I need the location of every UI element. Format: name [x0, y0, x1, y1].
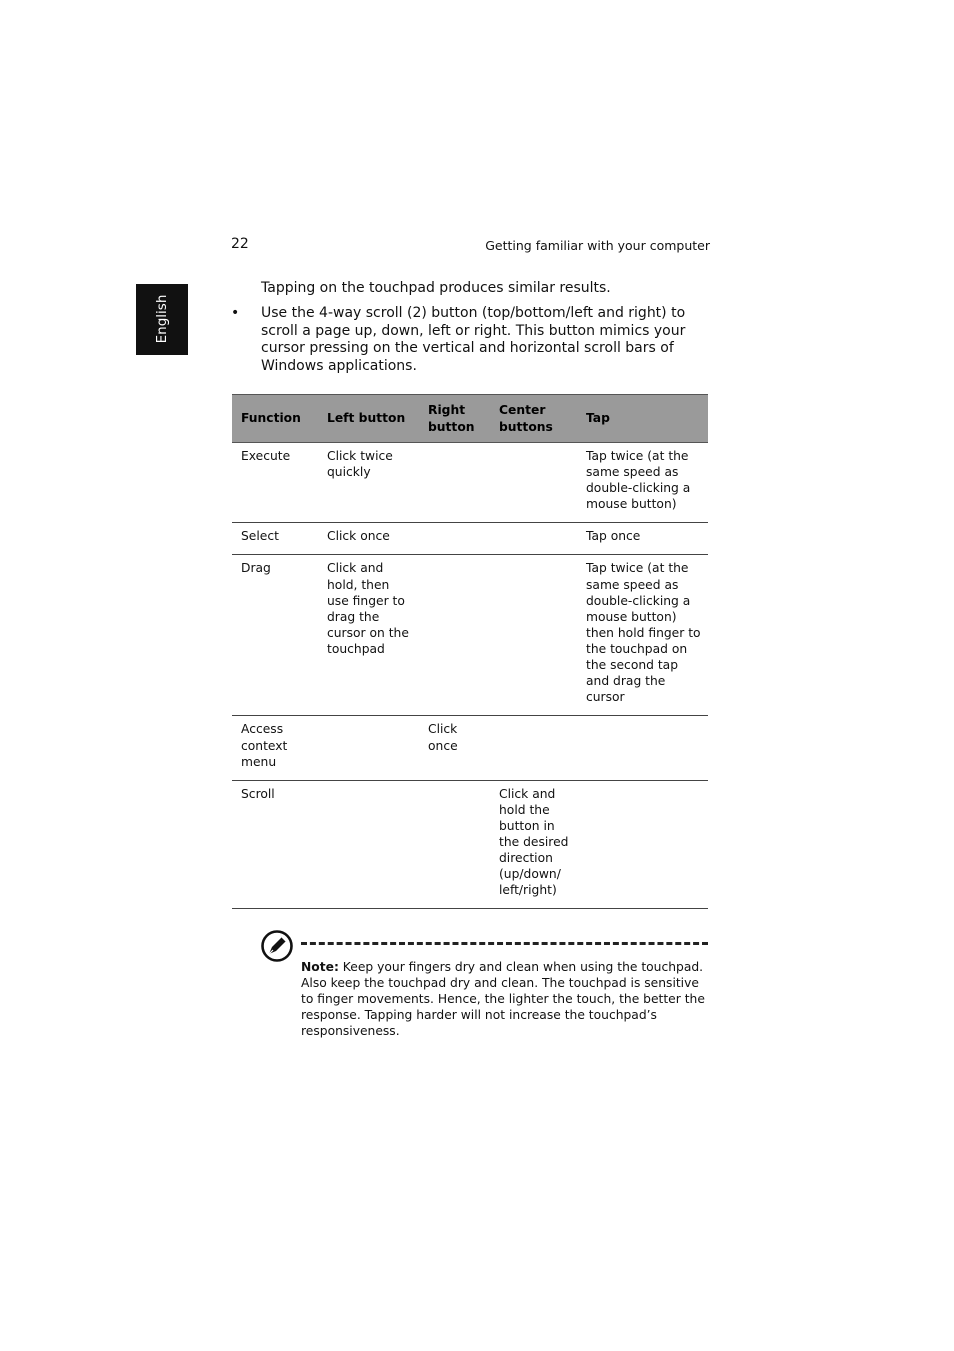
table-cell — [318, 780, 419, 909]
language-tab-label: English — [154, 294, 170, 344]
table-header-row — [232, 395, 708, 443]
language-tab — [136, 284, 188, 355]
table-row — [232, 780, 708, 909]
table-cell: Tap once — [577, 523, 708, 555]
note-divider — [301, 942, 708, 945]
bullet-marker: • — [231, 305, 240, 321]
table-cell: Select — [232, 523, 318, 555]
table-cell — [419, 443, 490, 523]
table-cell: Tap twice (at the same speed as double-clicking a mouse button) then hold finger to the touchpad on the second tap and drag the cursor — [577, 555, 708, 716]
table-cell: Click and hold the button in the desired direction (up/down/ left/right) — [490, 780, 577, 909]
intro-paragraph: Tapping on the touchpad produces similar results. — [261, 280, 611, 296]
table-cell: Click once — [419, 716, 490, 780]
table-cell: Access context menu — [232, 716, 318, 780]
table-cell: Scroll — [232, 780, 318, 909]
table-cell: Click and hold, then use finger to drag the cursor on the touchpad — [318, 555, 419, 716]
table-cell: Execute — [232, 443, 318, 523]
table-cell — [490, 716, 577, 780]
table-cell — [577, 716, 708, 780]
header-center-buttons: Center buttons — [490, 395, 577, 443]
table-row — [232, 716, 708, 780]
table-cell — [419, 523, 490, 555]
touchpad-function-table — [232, 394, 708, 909]
table-cell: Tap twice (at the same speed as double-clicking a mouse button) — [577, 443, 708, 523]
header-right-button: Right button — [419, 395, 490, 443]
table-cell: Click once — [318, 523, 419, 555]
table-row — [232, 523, 708, 555]
table-cell — [318, 716, 419, 780]
header-function: Function — [232, 395, 318, 443]
table-row — [232, 443, 708, 523]
note-pen-icon — [260, 929, 294, 963]
table-row — [232, 555, 708, 716]
table-cell — [419, 780, 490, 909]
table-cell — [490, 555, 577, 716]
table-cell — [490, 443, 577, 523]
note-paragraph — [301, 959, 705, 1039]
table-cell — [419, 555, 490, 716]
table-cell: Click twice quickly — [318, 443, 419, 523]
page-number: 22 — [231, 236, 249, 252]
table-cell — [490, 523, 577, 555]
header-left-button: Left button — [318, 395, 419, 443]
table-cell: Drag — [232, 555, 318, 716]
header-tap: Tap — [577, 395, 708, 443]
table-cell — [577, 780, 708, 909]
running-title: Getting familiar with your computer — [485, 238, 710, 253]
note-label: Note: — [301, 960, 339, 974]
note-body: Keep your fingers dry and clean when using the touchpad. Also keep the touchpad dry and clean. The touchpad is sensitive to finger movements. Hence, the lighter the touch, the better the response. Tapping harder will not increase the touchpad’s responsiveness. — [301, 960, 705, 1039]
bullet-paragraph: Use the 4-way scroll (2) button (top/bottom/left and right) to scroll a page up, down, left or right. This button mimics your cursor pressing on the vertical and horizontal scroll bars of Windows applications. — [261, 305, 686, 374]
